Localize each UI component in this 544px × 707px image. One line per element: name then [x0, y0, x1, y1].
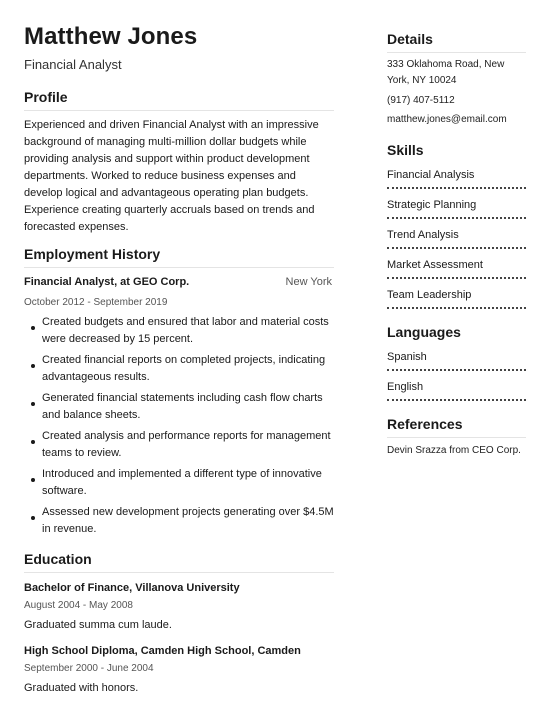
- education-section: [24, 550, 334, 695]
- employment-section: [24, 245, 334, 538]
- skill-item: Trend Analysis: [387, 222, 526, 249]
- job-bullet: [24, 390, 334, 424]
- bullet-text: Assessed new development projects generating over $4.5M in revenue.: [42, 506, 334, 535]
- language-item: English: [387, 374, 526, 401]
- bullet-text: Introduced and implemented a different type of innovative software.: [42, 468, 322, 497]
- section-divider: [387, 52, 526, 53]
- bullet-text: Created budgets and ensured that labor and material costs were decreased by 15 percent.: [42, 316, 329, 345]
- bullet-text: Created analysis and performance reports for management teams to review.: [42, 430, 331, 459]
- education-description: Graduated summa cum laude.: [24, 619, 172, 631]
- bullet-text: Created financial reports on completed projects, indicating advantageous results.: [42, 354, 326, 383]
- profile-heading: Profile: [24, 89, 68, 105]
- job-bullet: [24, 466, 334, 500]
- bullet-icon: [24, 504, 42, 538]
- skills-section: [387, 141, 526, 309]
- details-section: [387, 30, 526, 127]
- languages-list: [387, 344, 526, 401]
- education-dates: August 2004 - May 2008: [24, 600, 133, 611]
- bullet-icon: [24, 352, 42, 386]
- job-dates: October 2012 - September 2019: [24, 297, 168, 308]
- education-description: Graduated with honors.: [24, 682, 139, 694]
- bullet-icon: [24, 428, 42, 462]
- section-divider: [24, 110, 334, 111]
- skills-heading: Skills: [387, 142, 424, 158]
- candidate-name: Matthew Jones: [24, 23, 198, 50]
- job-bullet: [24, 352, 334, 386]
- bullet-text: Generated financial statements including cash flow charts and balance sheets.: [42, 392, 323, 421]
- address-text: 333 Oklahoma Road, New York, NY 10024: [387, 59, 505, 86]
- details-heading: Details: [387, 31, 433, 47]
- job-bullet: [24, 428, 334, 462]
- profile-section: [24, 88, 334, 236]
- candidate-title: Financial Analyst: [24, 57, 122, 72]
- languages-heading: Languages: [387, 324, 461, 340]
- language-item: Spanish: [387, 344, 526, 371]
- skill-item: Financial Analysis: [387, 162, 526, 189]
- bullet-icon: [24, 390, 42, 424]
- skill-item: Strategic Planning: [387, 192, 526, 219]
- bullet-icon: [24, 314, 42, 348]
- reference-text: Devin Srazza from CEO Corp.: [387, 445, 521, 456]
- section-divider: [24, 267, 334, 268]
- skills-list: [387, 162, 526, 309]
- email-text: matthew.jones@email.com: [387, 114, 507, 125]
- section-divider: [387, 437, 526, 438]
- education-item: [24, 644, 334, 695]
- employment-heading: Employment History: [24, 246, 161, 262]
- job-title: Financial Analyst, at GEO Corp.: [24, 276, 190, 288]
- job-bullets: [24, 314, 334, 538]
- bullet-icon: [24, 466, 42, 500]
- education-title: High School Diploma, Camden High School, Camden: [24, 645, 301, 657]
- job-bullet: [24, 314, 334, 348]
- phone-text: (917) 407-5112: [387, 95, 455, 106]
- references-section: [387, 415, 526, 457]
- skill-item: Team Leadership: [387, 282, 526, 309]
- job-location: New York: [285, 276, 332, 288]
- education-item: [24, 581, 334, 632]
- references-heading: References: [387, 416, 463, 432]
- education-dates: September 2000 - June 2004: [24, 663, 154, 674]
- main-column: [24, 22, 334, 695]
- profile-text: Experienced and driven Financial Analyst with an impressive background of managing multi-million dollar budgets while providing analysis and support within product development departments. Worked to reduce business expenses and develop logical and advantageous operating plan budgets. Experience creating quarterly accruals based on trends and forecasted expenses.: [24, 119, 319, 233]
- job-bullet: [24, 504, 334, 538]
- education-title: Bachelor of Finance, Villanova University: [24, 582, 240, 594]
- education-heading: Education: [24, 551, 92, 567]
- languages-section: [387, 323, 526, 401]
- skill-item: Market Assessment: [387, 252, 526, 279]
- job-header: [24, 275, 334, 289]
- section-divider: [24, 572, 334, 573]
- sidebar-column: [387, 30, 526, 457]
